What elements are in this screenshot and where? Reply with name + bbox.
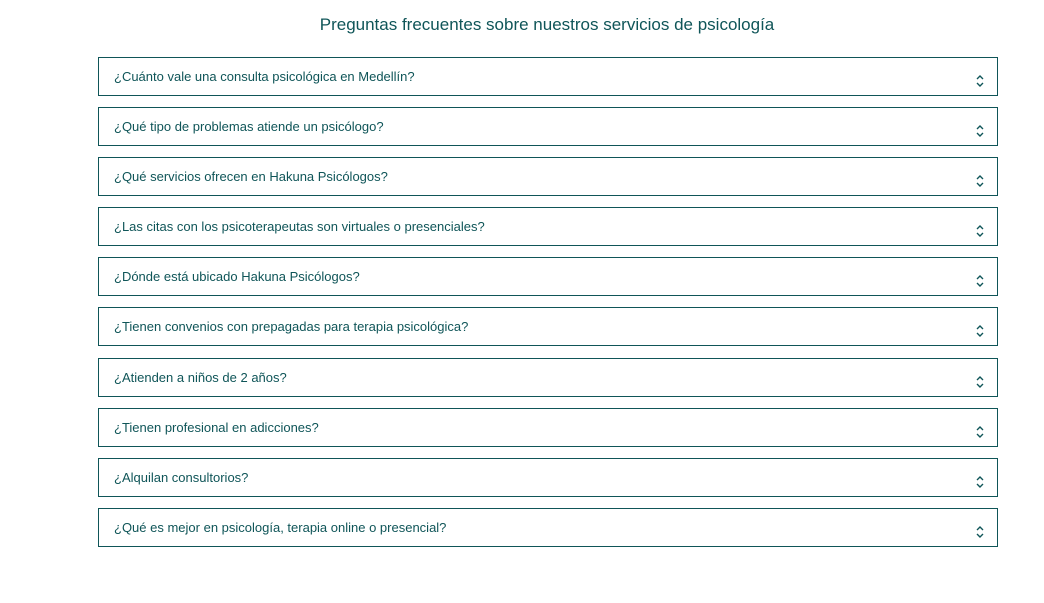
expand-collapse-icon[interactable] xyxy=(975,73,985,89)
faq-question: ¿Alquilan consultorios? xyxy=(114,469,249,485)
faq-question: ¿Las citas con los psicoterapeutas son virtuales o presenciales? xyxy=(114,219,485,235)
expand-collapse-icon[interactable] xyxy=(975,273,985,289)
faq-question: ¿Cuánto vale una consulta psicológica en Medellín? xyxy=(114,69,415,84)
faq-item-1[interactable] xyxy=(98,57,998,96)
faq-item-8[interactable] xyxy=(98,408,998,447)
faq-question: ¿Dónde está ubicado Hakuna Psicólogos? xyxy=(114,269,360,285)
expand-collapse-icon[interactable] xyxy=(975,323,985,339)
faq-question: ¿Qué tipo de problemas atiende un psicólogo? xyxy=(114,119,384,135)
faq-item-3[interactable] xyxy=(98,157,998,196)
faq-item-6[interactable] xyxy=(98,307,998,346)
faq-accordion xyxy=(98,57,998,558)
faq-question: ¿Tienen convenios con prepagadas para terapia psicológica? xyxy=(114,319,469,335)
faq-title: Preguntas frecuentes sobre nuestros servicios de psicología xyxy=(319,15,775,34)
faq-question: ¿Tienen profesional en adicciones? xyxy=(114,419,319,435)
expand-collapse-icon[interactable] xyxy=(975,524,985,540)
expand-collapse-icon[interactable] xyxy=(975,374,985,390)
expand-collapse-icon[interactable] xyxy=(975,123,985,139)
expand-collapse-icon[interactable] xyxy=(975,474,985,490)
faq-item-10[interactable] xyxy=(98,508,998,547)
faq-question: ¿Qué es mejor en psicología, terapia online o presencial? xyxy=(114,519,447,535)
faq-question: ¿Qué servicios ofrecen en Hakuna Psicólogos? xyxy=(114,169,388,185)
faq-question: ¿Atienden a niños de 2 años? xyxy=(114,369,287,385)
expand-collapse-icon[interactable] xyxy=(975,424,985,440)
faq-item-9[interactable] xyxy=(98,458,998,497)
faq-item-5[interactable] xyxy=(98,257,998,296)
expand-collapse-icon[interactable] xyxy=(975,223,985,239)
faq-item-7[interactable] xyxy=(98,358,998,397)
faq-item-4[interactable] xyxy=(98,207,998,246)
faq-item-2[interactable] xyxy=(98,107,998,146)
expand-collapse-icon[interactable] xyxy=(975,173,985,189)
